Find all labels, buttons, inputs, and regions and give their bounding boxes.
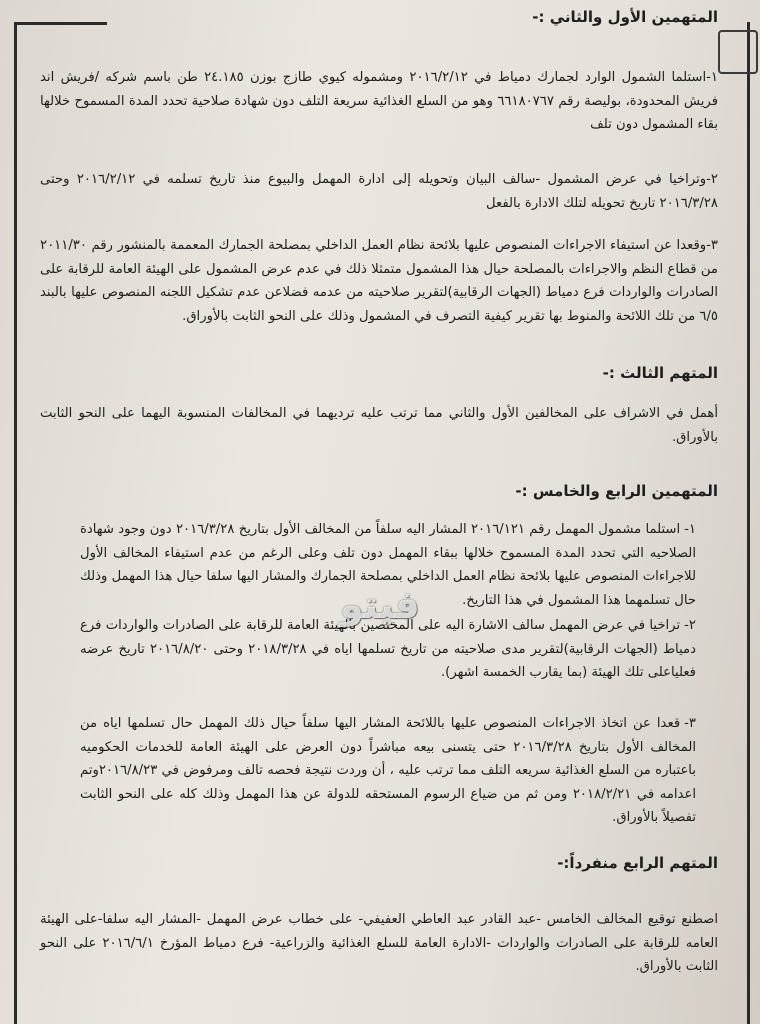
paragraph-1-2: ٢-وتراخيا في عرض المشمول -سالف البيان وتحويله إلى ادارة المهمل والبيوع منذ تاريخ تسلمه في ٢٠١٦/٢/١٢ وحتى ٢٠١٦/٣/٢٨ تاريخ تحويله لتلك الادارة بالفعل bbox=[40, 172, 719, 211]
watermark-logo: فيتو bbox=[340, 583, 420, 627]
section-heading-3: المتهمين الرابع والخامس :- bbox=[515, 482, 718, 500]
section-heading-4: المتهم الرابع منفرداً:- bbox=[557, 854, 718, 872]
list-text: قعدا عن اتخاذ الاجراءات المنصوص عليها باللائحة المشار اليها سلفاً حيال ذلك المهمل حال تسلمها اياه من المخالف الأول بتاريخ ٢٠١٦/٣/٢٨ حتى يتسنى بيعه مباشراً دون العرض على الهيئة العامة للخدمات الحكوميه باعتباره من السلع الغذائية سريعه التلف مما ترتب عليه ، أن وردت نتيجة فحصه تالف ومرفوض في ٢٠١٦/٨/٢٣وتم اعدامه في ٢٠١٨/٢/٢١ ومن ثم من ضياع الرسوم المستحقه للدولة عن هذا المهمل وذلك كله على النحو الثابت تفصيلاً بالأوراق. bbox=[80, 716, 697, 825]
list-item-3-3 bbox=[80, 712, 696, 830]
paragraph-1-1: ١-استلما الشمول الوارد لجمارك دمياط في ٢٠١٦/٢/١٢ ومشموله كيوي طازج بوزن ٢٤.١٨٥ طن باسم شركه /فريش اند فريش المحدودة، بوليصة رقم ٦٦١٨٠٧٦٧ وهو من السلع الغذائية سريعة التلف دون شهادة صلاحية تحدد المدة المسموح خلالها بقاء المشمول دون تلف bbox=[40, 70, 719, 132]
paragraph-2-1: أهمل في الاشراف على المخالفين الأول والثاني مما ترتب عليه ترديهما في المخالفات المنسوبة اليهما على النحو الثابت بالأوراق. bbox=[40, 406, 718, 445]
section-heading-1: المتهمين الأول والثاني :- bbox=[532, 8, 718, 26]
list-text: تراخيا في عرض المهمل سالف الاشارة اليه على المختصين بالهيئة العامة للرقابة على الصادرات والواردات فرع دمياط (الجهات الرقابية)لتقرير مدى صلاحيته من تاريخ تسلمها اياه في ٢٠١٨/٣/٢٨ وحتى ٢٠١٦/٨/٢٠ تاريخ عرضه فعلياعلى تلك الهيئة (بما يقارب الخمسة اشهر). bbox=[80, 618, 696, 680]
page-border-right bbox=[717, 22, 750, 1024]
list-number: ١- bbox=[684, 522, 697, 537]
paragraph-1-3: ٣-وقعدا عن استيفاء الاجراءات المنصوص عليها بلائحة نظام العمل الداخلي بمصلحة الجمارك المعممة بالمنشور رقم ٢٠١١/٣٠ من قطاع النظم والاجراءات بالمصلحة حيال هذا المشمول متمثلا ذلك في عدم عرض المشمول على الهيئة العامة للرقابة على الصادرات والواردات فرع دمياط (الجهات الرقابية)لتقرير صلاحيته من عدمه فضلاعن عدم تشكيل اللجنه المنصوص عليها بالبند ٦/٥ من تلك اللائحة والمنوط بها تقرير كيفية التصرف في المشمول وذلك على النحو الثابت بالأوراق. bbox=[40, 238, 718, 324]
list-text: استلما مشمول المهمل رقم ٢٠١٦/١٢١ المشار اليه سلفاً من المخالف الأول بتاريخ ٢٠١٦/٣/٢٨ دون وجود شهادة الصلاحيه التي تحدد المدة المسموح خلالها ببقاء المهمل دون تلف وعلى الرغم من عدم استيفاء المخالف الأول للاجراءات المنصوص عليها بلائحة نظام العمل الداخلي بمصلحة الجمارك والمشار اليها سلفا حيال هذا المهمل وذلك حال تسلمهما هذا المشمول في هذا التاريخ. bbox=[80, 522, 696, 608]
list-number: ٣- bbox=[684, 716, 696, 731]
stamp-seal-icon bbox=[718, 30, 758, 74]
section-heading-2: المتهم الثالث :- bbox=[602, 364, 718, 382]
paragraph-4-1: اصطنع توقيع المخالف الخامس -عبد القادر عبد العاطي العفيفي- على خطاب عرض المهمل -المشار اليه سلفا-على الهيئة العامه للرقابة على الصادرات والواردات -الادارة العامة للسلع الغذائية والزراعية- فرع دمياط المؤرخ ٢٠١٦/٦/١ على النحو الثابت بالأوراق. bbox=[40, 912, 718, 974]
list-number: ٢- bbox=[684, 618, 696, 633]
